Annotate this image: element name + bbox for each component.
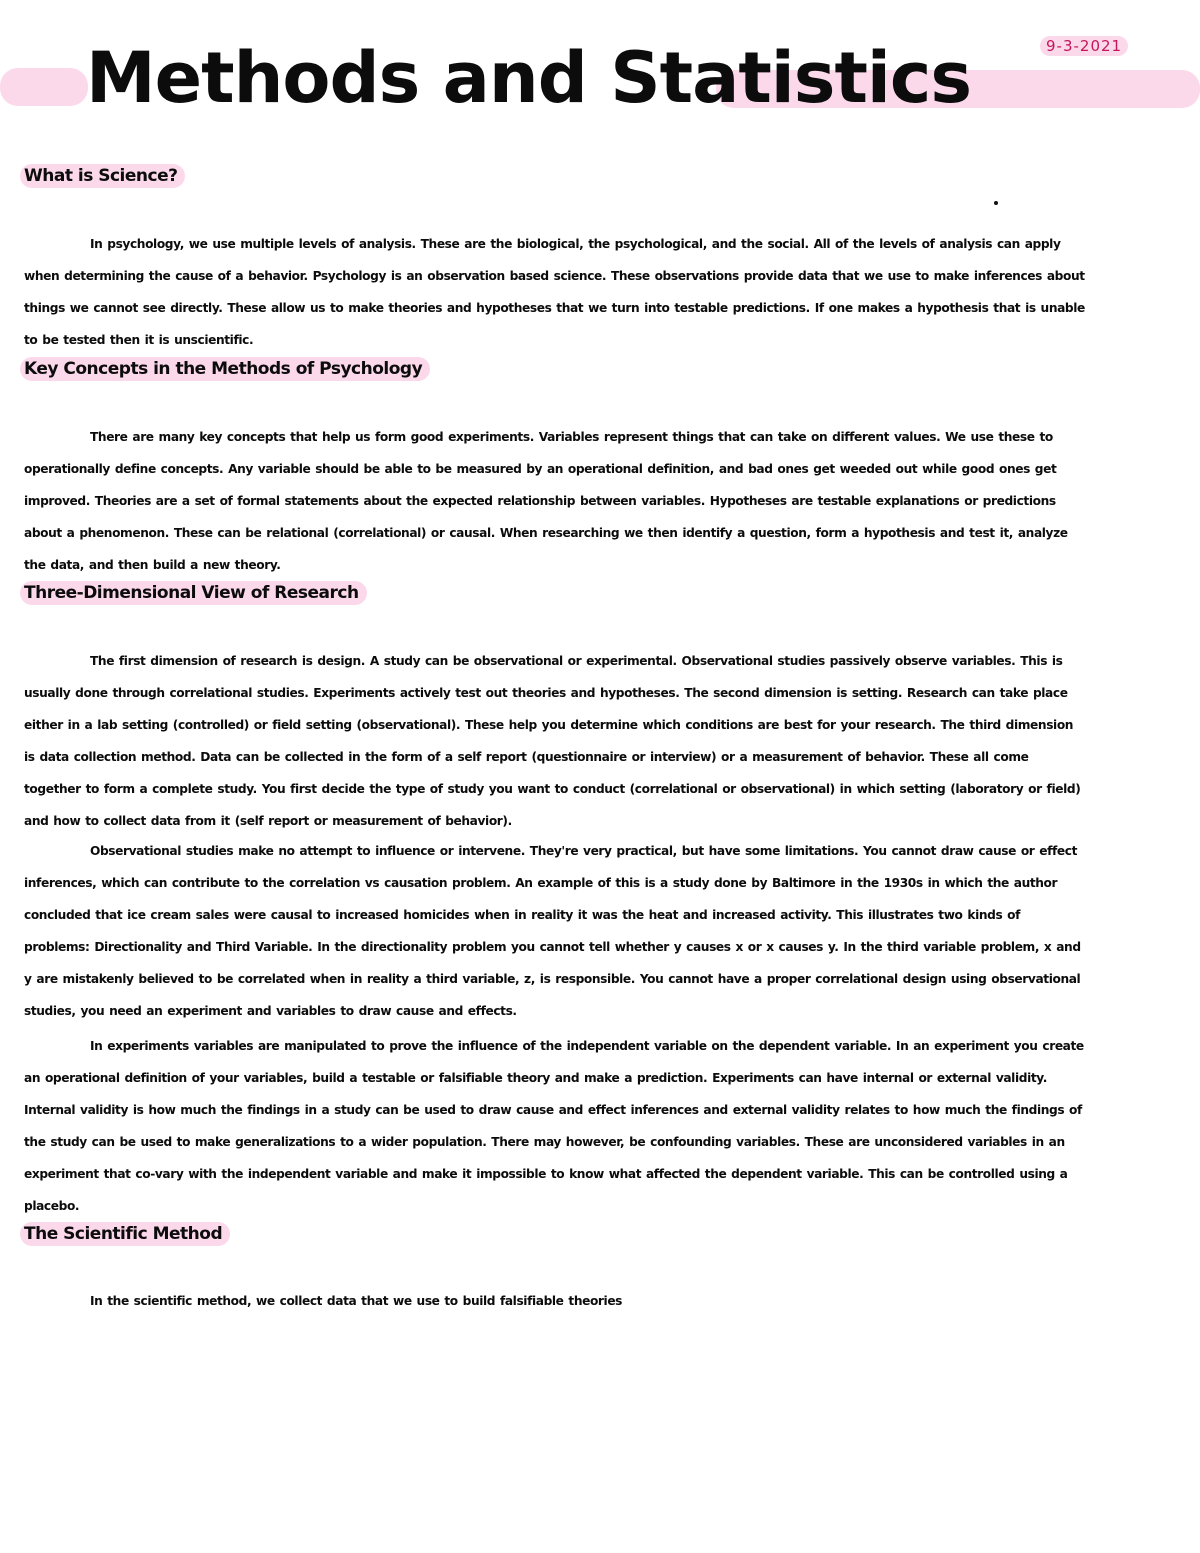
paragraph-key-concepts: There are many key concepts that help us form good experiments. Variables represent things that can take on different values. We use these to operationally define concepts. Any variable should be able to be measured by an operational definition, and bad ones get weeded out while good ones get improved. Theories are a set of formal statements about the expected relationship between variables. Hypotheses are testable explanations or predictions about a phenomenon. These can be relational (correlational) or causal. When researching we then identify a question, form a hypothesis and test it, analyze the data, and then build a new theory. <box>24 430 1068 572</box>
section-heading-key-concepts: Key Concepts in the Methods of Psychology <box>20 357 430 381</box>
section-heading-three-dimensional-view: Three-Dimensional View of Research <box>20 581 367 605</box>
page-title: Methods and Statistics <box>86 37 972 119</box>
paragraph-experiments: In experiments variables are manipulated to prove the influence of the independent variable on the dependent variable. In an experiment you create an operational definition of your variables, build a testable or falsifiable theory and make a prediction. Experiments can have internal or external validity. Internal validity is how much the findings in a study can be used to draw cause and effect inferences and external validity relates to how much the findings of the study can be used to make generalizations to a wider population. There may however, be confounding variables. These are unconsidered variables in an experiment that co-vary with the independent variable and make it impossible to know what affected the dependent variable. This can be controlled using a placebo. <box>24 1039 1084 1213</box>
paragraph-dimensions-of-research: The first dimension of research is design. A study can be observational or experimental. Observational studies passively observe variables. This is usually done through correlational studies. Experiments actively test out theories and hypotheses. The second dimension is setting. Research can take place either in a lab setting (controlled) or field setting (observational). These help you determine which conditions are best for your research. The third dimension is data collection method. Data can be collected in the form of a self report (questionnaire or interview) or a measurement of behavior. These all come together to form a complete study. You first decide the type of study you want to conduct (correlational or observational) in which setting (laboratory or field) and how to collect data from it (self report or measurement of behavior). <box>24 654 1081 828</box>
stray-dot <box>994 201 998 205</box>
paragraph-what-is-science: In psychology, we use multiple levels of analysis. These are the biological, the psychological, and the social. All of the levels of analysis can apply when determining the cause of a behavior. Psychology is an observation based science. These observations provide data that we use to make inferences about things we cannot see directly. These allow us to make theories and hypotheses that we turn into testable predictions. If one makes a hypothesis that is unable to be tested then it is unscientific. <box>24 237 1085 347</box>
paragraph-observational-studies: Observational studies make no attempt to influence or intervene. They're very practical, but have some limitations. You cannot draw cause or effect inferences, which can contribute to the correlation vs causation problem. An example of this is a study done by Baltimore in the 1930s in which the author concluded that ice cream sales were causal to increased homicides when in reality it was the heat and increased activity. This illustrates two kinds of problems: Directionality and Third Variable. In the directionality problem you cannot tell whether y causes x or x causes y. In the third variable problem, x and y are mistakenly believed to be correlated when in reality a third variable, z, is responsible. You cannot have a proper correlational design using observational studies, you need an experiment and variables to draw cause and effects. <box>24 844 1081 1018</box>
paragraph-scientific-method: In the scientific method, we collect data that we use to build falsifiable theories <box>90 1294 623 1308</box>
title-highlight-left <box>0 68 88 106</box>
section-heading-what-is-science: What is Science? <box>20 164 185 188</box>
date-label: 9-3-2021 <box>1040 36 1128 56</box>
section-heading-scientific-method: The Scientific Method <box>20 1222 230 1246</box>
